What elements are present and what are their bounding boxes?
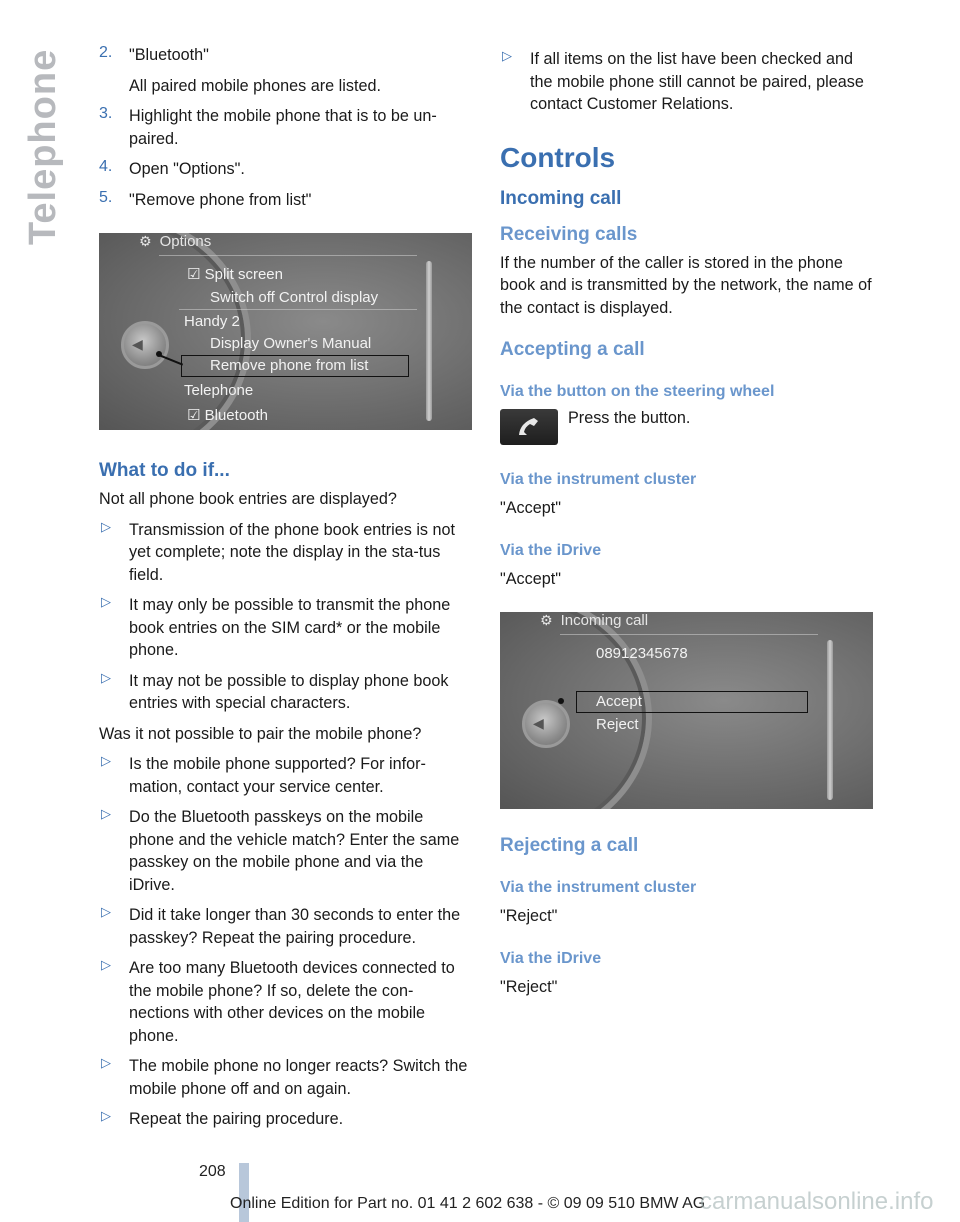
- via-idrive-heading-2: Via the iDrive: [500, 949, 602, 967]
- controller-knob: ◀: [522, 700, 570, 748]
- left-column: 2. "Bluetooth" All paired mobile phones are listed. 3. Highlight the mobile phone that is to be un‐paired. 4. Open "Options". 5. "Remove phone from list" ◀ ⚙ Options ☑ Split screen Switch off Control display Handy 2 Display Owner's Manual Remove phone from list Telephone ☑ Bluetooth What to do if... Not all phone book entries are displayed? ▷ Transmission of the phone book entries is not yet complete; note the display in the sta‐tus field. ▷ It may only be possible to transmit the phone book entries on the SIM card* or the mobile phone. ▷ It may not be possible to display phone book entries with special characters. Was it not possible to pair the mobile phone? ▷ Is the mobile phone supported? For infor‐mation, contact your service center. ▷ Do the Bluetooth passkeys on the mobile phone and the vehicle match? Enter the same passkey on the mobile phone and via the iDrive. ▷ Did it take longer than 30 seconds to enter the passkey? Repeat the pairing procedure. ▷ Are too many Bluetooth devices connected to the mobile phone? If so, delete the con‐nections with other devices on the mobile phone. ▷ The mobile phone no longer reacts? Switch the mobile phone off and on again. ▷ Repeat the pairing procedure.: [99, 44, 472, 1131]
- via-cluster-heading-2: Via the instrument cluster: [500, 879, 697, 896]
- what-to-do-heading: What to do if...: [99, 460, 230, 481]
- bullet: ▷ Did it take longer than 30 seconds to enter the passkey? Repeat the pairing procedure.: [101, 904, 461, 947]
- receiving-calls-heading: Receiving calls: [500, 223, 638, 245]
- via-steering-heading: Via the button on the steering wheel: [500, 383, 775, 400]
- options-screen-image: ◀ ⚙ Options ☑ Split screen Switch off Control display Handy 2 Display Owner's Manual Remove phone from list Telephone ☑ Bluetooth: [99, 233, 472, 430]
- step-4: 4. Open "Options".: [99, 158, 245, 178]
- bullet: ▷ Is the mobile phone supported? For infor‐mation, contact your service center.: [101, 753, 426, 796]
- bullet: ▷ Do the Bluetooth passkeys on the mobile phone and the vehicle match? Enter the same passkey on the mobile phone and via the iDrive.: [101, 806, 460, 894]
- bullet: ▷ It may not be possible to display phone book entries with special characters.: [101, 669, 449, 712]
- accepting-heading: Accepting a call: [500, 339, 645, 360]
- bullet: ▷ Transmission of the phone book entries is not yet complete; note the display in the sta‐tus field.: [101, 518, 456, 584]
- incoming-call-screen-image: ◀ ⚙ Incoming call 08912345678 Accept Reject: [500, 612, 873, 809]
- bullet: ▷ If all items on the list have been checked and the mobile phone still cannot be paired, please contact Customer Relations.: [502, 48, 864, 113]
- screen-header: ⚙ Incoming call: [540, 612, 649, 629]
- incoming-call-heading: Incoming call: [500, 187, 622, 209]
- watermark: carmanualsonline.info: [700, 1188, 934, 1215]
- bullet: ▷ It may only be possible to transmit the phone book entries on the SIM card* or the mobile phone.: [101, 594, 451, 659]
- settings-icon: ⚙: [540, 612, 553, 628]
- right-column: ▷ If all items on the list have been checked and the mobile phone still cannot be paired, please contact Customer Relations. Controls Incoming call Receiving calls If the number of the caller is stored in the phone book and is transmitted by the network, the name of the contact is displayed. Accepting a call Via the button on the steering wheel Press the button. Via the instrument cluster "Accept" Via the iDrive "Accept" ◀ ⚙ Incoming call 08912345678 Accept Reject Rejecting a call Via the instrument cluster "Reject" Via the iDrive "Reject": [500, 44, 873, 998]
- edition-text: Online Edition for Part no. 01 41 2 602 638 - © 09 09 510 BMW AG: [230, 1195, 706, 1212]
- bullet: ▷ Repeat the pairing procedure.: [101, 1108, 344, 1128]
- step-5: 5. "Remove phone from list": [99, 188, 312, 209]
- page-number: 208: [199, 1163, 226, 1180]
- bullet: ▷ Are too many Bluetooth devices connected to the mobile phone? If so, delete the con‐nections with other devices on the mobile phone.: [101, 957, 455, 1045]
- chapter-side-tab: [22, 40, 62, 250]
- via-idrive-heading: Via the iDrive: [500, 541, 602, 559]
- phone-button-icon: [500, 409, 558, 445]
- via-cluster-heading: Via the instrument cluster: [500, 471, 697, 488]
- controller-knob: ◀: [121, 321, 169, 369]
- controls-heading: Controls: [500, 141, 616, 173]
- rejecting-heading: Rejecting a call: [500, 835, 639, 856]
- step-3: 3. Highlight the mobile phone that is to be un‐paired.: [99, 105, 437, 148]
- bullet: ▷ The mobile phone no longer reacts? Switch the mobile phone off and on again.: [101, 1055, 468, 1098]
- footer-bar: [239, 1163, 249, 1222]
- step-2: 2. "Bluetooth" All paired mobile phones are listed.: [99, 44, 381, 95]
- screen-header: ⚙ Options: [139, 233, 212, 250]
- settings-icon: ⚙: [139, 233, 152, 249]
- chapter-title: Telephone: [22, 48, 64, 245]
